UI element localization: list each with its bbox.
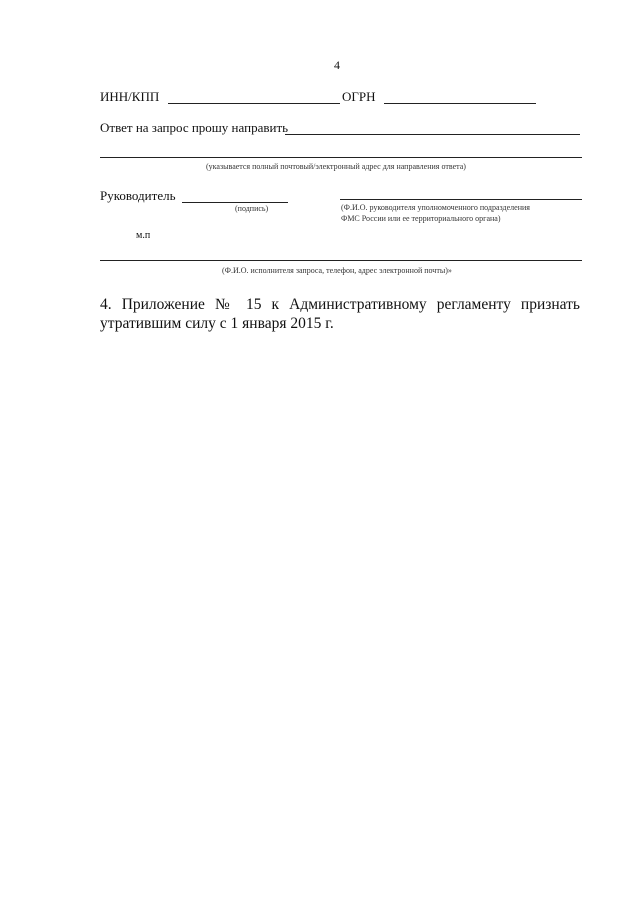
answer-label: Ответ на запрос прошу направить [100,120,289,135]
signature-hint: (подпись) [235,204,269,213]
head-name-line [340,199,582,200]
head-name-hint-line2: ФМС России или ее территориального органа) [341,214,501,223]
address-line [100,157,582,158]
answer-line [285,134,580,135]
ogrn-line [384,103,536,104]
inn-kpp-line [168,103,340,104]
executor-hint: (Ф.И.О. исполнителя запроса, телефон, адрес электронной почты)» [222,266,452,275]
head-name-hint-line1: (Ф.И.О. руководителя уполномоченного подразделения [341,203,530,212]
page-number: 4 [334,58,340,72]
executor-line [100,260,582,261]
head-label: Руководитель [100,188,176,203]
seal-label: м.п [136,230,151,241]
ogrn-label: ОГРН [342,89,376,104]
inn-kpp-label: ИНН/КПП [100,89,160,104]
paragraph-4: 4. Приложение № 15 к Административному регламенту признать утратившим силу с 1 января 2015 г. [100,296,580,332]
signature-line [182,202,288,203]
address-hint: (указывается полный почтовый/электронный адрес для направления ответа) [206,162,466,171]
